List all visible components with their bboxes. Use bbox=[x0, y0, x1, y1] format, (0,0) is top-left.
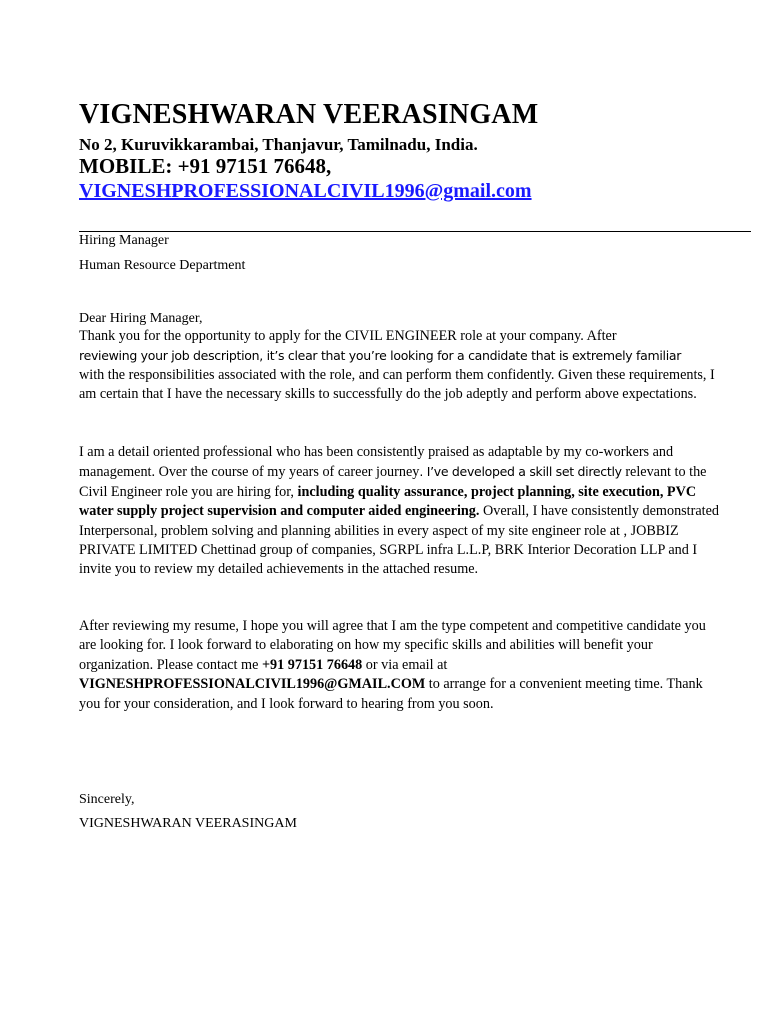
paragraph-experience-text bbox=[79, 443, 721, 580]
paragraph-opening-line2: reviewing your job description, it’s clear that you’re looking for a candidate that is extremely familiar bbox=[79, 348, 682, 364]
contact-phone: +91 97151 76648 bbox=[261, 656, 363, 673]
salutation: Dear Hiring Manager, bbox=[79, 311, 203, 326]
experience-skills-bold: including quality assurance, project planning, site execution, PVC water supply project supervision and computer aided engineering. bbox=[79, 483, 697, 520]
experience-summary: Overall, I have consistently demonstrated Interpersonal, problem solving and planning abilities in every aspect of my site engineer role at , JOBBIZ PRIVATE LIMITED Chettinad group of companies, SGRPL infra L.L.P, BRK Interior Decoration LLP and I invite you to review my detailed achievements in the attached resume. bbox=[79, 503, 719, 578]
paragraph-experience bbox=[79, 443, 721, 580]
header-divider bbox=[79, 231, 751, 232]
applicant-mobile: MOBILE: +91 97151 76648, bbox=[79, 154, 332, 178]
paragraph-closing-text bbox=[79, 617, 721, 714]
recipient-title: Hiring Manager bbox=[79, 233, 169, 248]
paragraph-opening bbox=[79, 327, 721, 405]
applicant-email-link[interactable]: VIGNESHPROFESSIONALCIVIL1996@gmail.com bbox=[79, 180, 532, 202]
contact-email: VIGNESHPROFESSIONALCIVIL1996@GMAIL.COM bbox=[79, 676, 426, 693]
paragraph-closing bbox=[79, 617, 721, 714]
recipient-department: Human Resource Department bbox=[79, 258, 246, 273]
applicant-name: VIGNESHWARAN VEERASINGAM bbox=[79, 99, 539, 130]
closing-intro: After reviewing my resume, I hope you will agree that I am the type competent and competitive candidate you are looking for. I look forward to elaborating on how my specific skills and abilities will benefit your organization. Please contact me bbox=[79, 618, 706, 673]
closing-email-intro: or via email at bbox=[362, 656, 448, 673]
paragraph-opening-rest: with the responsibilities associated with the role, and can perform them confidently. Given these requirements, I am certain that I have the necessary skills to successfully do the job adeptly and perform above expectations. bbox=[79, 366, 715, 403]
applicant-address: No 2, Kuruvikkarambai, Thanjavur, Tamilnadu, India. bbox=[79, 135, 478, 154]
signature-name: VIGNESHWARAN VEERASINGAM bbox=[79, 816, 297, 831]
closing-sincerely: Sincerely, bbox=[79, 792, 135, 807]
experience-role: relevant to the Civil Engineer role you are hiring for, bbox=[79, 464, 707, 500]
paragraph-opening-line1: Thank you for the opportunity to apply for the CIVIL ENGINEER role at your company. After bbox=[79, 328, 617, 344]
experience-intro: I am a detail oriented professional who has been consistently praised as adaptable by my co-workers and management. Over the course of my years of career journey bbox=[79, 444, 674, 481]
closing-thanks: to arrange for a convenient meeting time. Thank you for your consideration, and I look forward to hearing from you soon. bbox=[79, 676, 703, 712]
experience-skillset: . I’ve developed a skill set directly bbox=[419, 464, 622, 480]
